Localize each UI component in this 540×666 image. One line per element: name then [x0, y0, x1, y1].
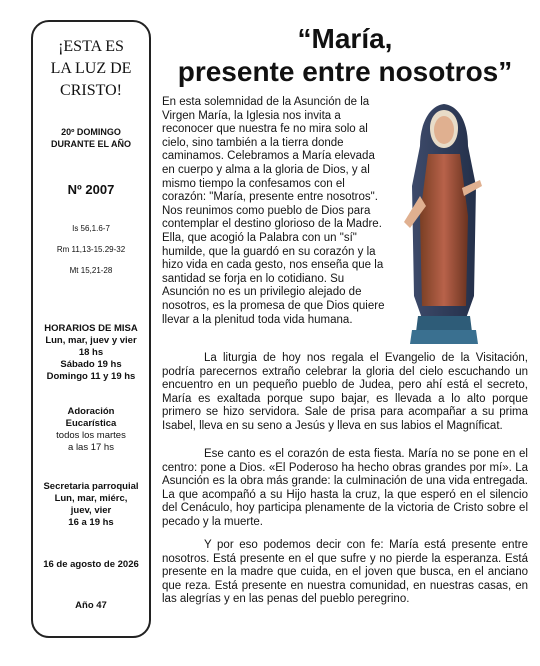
sidebar-heading: [33, 36, 149, 102]
office-line: Lun, mar, miérc,: [54, 493, 128, 504]
adoration-info: [33, 406, 149, 454]
sidebar-box: [31, 20, 151, 638]
issue-year: Año 47: [75, 600, 107, 611]
reading-1: Is 56,1.6-7: [72, 224, 110, 233]
title-line: presente entre nosotros”: [177, 56, 513, 87]
sunday-line: 20º DOMINGO: [61, 127, 121, 137]
schedule-line: Lun, mar, juev y vier: [45, 335, 137, 346]
schedule-line: Sábado 19 hs: [60, 359, 122, 370]
schedule-line: HORARIOS DE MISA: [44, 323, 138, 334]
paragraph-2: La liturgia de hoy nos regala el Evangelio de la Visitación, podría parecernos extraño celebrar la gloria del cielo escuchando un encuentro en un pequeño pueblo de Judea, pero ahí está el secreto, María es exaltada porque supo bajar, es llevada a lo alto porque primero se hizo servidora. Sale de prisa para acompañar a su prima Isabel, lleva en su seno a Jesús y lleva en sus labios el Magníficat.: [162, 352, 528, 432]
office-hours: [33, 481, 149, 529]
adoration-line: todos los martes: [56, 430, 126, 441]
heading-line: ¡ESTA ES: [58, 38, 124, 55]
paragraph-3: Ese canto es el corazón de esta fiesta. María no se pone en el centro: pone a Dios. «El Poderoso ha hecho obras grandes por mí». La Asunción es la obra más grande: la culminación de una vida entregada. La que acompañó a su Hijo hasta la cruz, la que esperó en el silencio del Cenáculo, hoy participa plenamente de la victoria de Cristo sobre el pecado y la muerte.: [162, 448, 528, 528]
paragraph-1: En esta solemnidad de la Asunción de la Virgen María, la Iglesia nos invita a reconocer que nuestra fe no mira solo al cielo, sino también a la tierra donde caminamos. Celebramos a María elevada en cuerpo y alma a la gloria de Dios, y al mismo tiempo la confesamos con el corazón: "María, presente entre nosotros". Nos reunimos como pueblo de Dios para contemplar el destino glorioso de la Madre. Ella, que acogió la Palabra con un "sí" humilde, que la guardó en su corazón y la hizo vida en cada gesto, nos enseña que la santidad se forja en lo cotidiano. Su Asunción no es un privilegio alejado de nosotros, es la promesa de que Dios quiere llevar a la plenitud toda vida humana.: [162, 96, 385, 326]
office-line: 16 a 19 hs: [68, 517, 114, 528]
sunday-label: [33, 126, 149, 150]
heading-line: CRISTO!: [60, 82, 122, 99]
mass-schedule: [33, 323, 149, 383]
office-line: Secretaria parroquial: [43, 481, 139, 492]
issue-number: Nº 2007: [67, 182, 115, 197]
office-line: juev, vier: [70, 505, 112, 516]
schedule-line: Domingo 11 y 19 hs: [46, 371, 136, 382]
adoration-line: Adoración: [67, 406, 115, 417]
schedule-line: 18 hs: [78, 347, 104, 358]
title-line: “María,: [297, 23, 393, 54]
reading-3: Mt 15,21-28: [69, 266, 113, 275]
issue-date: 16 de agosto de 2026: [43, 559, 139, 570]
reading-2: Rm 11,13-15.29-32: [56, 245, 126, 254]
paragraph-4: Y por eso podemos decir con fe: María está presente entre nosotros. Está presente en el que sufre y no pierde la esperanza. Está presente en la madre que cuida, en el joven que busca, en el anciano que reza. Está presente en nuestra comunidad, en nuestras casas, en las alegrías y en las penas del pueblo peregrino.: [162, 539, 528, 606]
page-title: [160, 22, 530, 88]
sunday-line: DURANTE EL AÑO: [50, 139, 131, 149]
virgin-mary-statue-image: [398, 96, 490, 348]
heading-line: LA LUZ DE: [50, 60, 132, 77]
adoration-line: Eucarística: [65, 418, 117, 429]
adoration-line: a las 17 hs: [68, 442, 114, 453]
